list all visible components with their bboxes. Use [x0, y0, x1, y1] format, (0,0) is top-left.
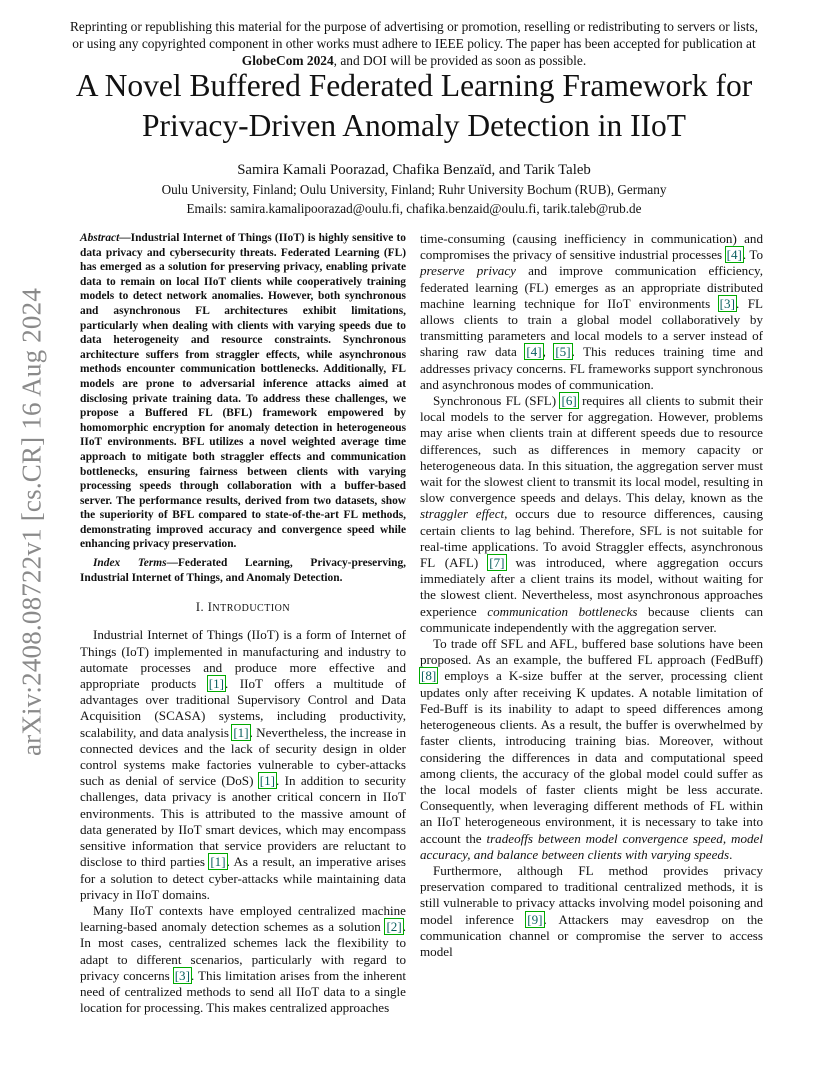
- index-terms: Index Terms—Federated Learning, Privacy-preserving, Industrial Internet of Things, and Anomaly Detection.: [80, 557, 406, 584]
- section-heading-introduction: I. INTRODUCTION: [195, 600, 291, 615]
- paragraph: To trade off SFL and AFL, buffered base solutions have been proposed. As an example, the buffered FL approach (FedBuff) [8] employs a K-size buffer at the server, processing client updates only after receiving K updates. A notable limitation of Fed-Buff is its inability to adapt to speed differences among heterogeneous clients. As a result, the buffer is overwhelmed by faster clients, introducing training bias. Moreover, without considering the differences in data and computational speed among clients, the accuracy of the global model could suffer as the local models of faster clients might be less accurate. Consequently, when leveraging different methods of FL within an IIoT heterogeneous environment, it is necessary to take into account the tradeoffs between model convergence speed, model accuracy, and balance between clients with varying speeds.: [420, 636, 763, 862]
- paper-title: A Novel Buffered Federated Learning Framework for Privacy-Driven Anomaly Detection in IIoT: [75, 68, 753, 143]
- citation-link[interactable]: [6]: [561, 393, 577, 409]
- paragraph: Furthermore, although FL method provides privacy preservation compared to traditional centralized methods, it is still vulnerable to privacy attacks involving model poisoning and model inference [9]. Attackers may eavesdrop on the communication channel or compromise the server to access model: [420, 862, 763, 959]
- paragraph: Industrial Internet of Things (IIoT) is a form of Internet of Things (IoT) implemented in manufacturing and industry to automate processes and produce more effective and appropriate products [1]. IIoT offers a multitude of advantages over traditional Supervisory Control and Data Acquisition (SCASA) systems, including productivity, scalability, and data analysis [1]. Nevertheless, the increase in connected devices and the lack of security design in older control systems make factories vulnerable to cyber-attacks such as denial of service (DoS) [1]. In addition to security challenges, data privacy is another critical concern in IIoT environments. This is attributed to the massive amount of data generated by IIoT smart devices, which may encompass sensitive information that service providers are reluctant to disclose to third parties [1]. As a result, an imperative arises for a solution to detect cyber-attacks while maintaining data privacy in IIoT domains.: [80, 627, 406, 902]
- paragraph: Synchronous FL (SFL) [6] requires all clients to submit their local models to the server for aggregation. However, problems may arise when clients train at different speeds due to resource differences, such as differences in memory capacity or heterogeneous data. In this situation, the aggregation server must wait for the slowest client to transmit its local model, resulting in slow convergence speeds and delays. This delay, known as the straggler effect, occurs due to resource differences, causing certain clients to lag behind. Therefore, SFL is not suitable for real-time applications. To avoid Straggler effects, asynchronous FL (AFL) [7] was introduced, where aggregation occurs immediately after a client trains its model, without waiting for the slowest client. Nevertheless, most asynchronous approaches experience communication bottlenecks because clients can communicate independently with the aggregation server.: [420, 393, 764, 635]
- venue-name: GlobeCom 2024: [241, 53, 334, 68]
- paragraph: time-consuming (causing inefficiency in communication) and compromises the privacy of sensitive industrial processes [4]. To preserve privacy and improve communication efficiency, federated learning (FL) emerges as an appropriate distributed machine learning technique for IIoT environments [3]. FL allows clients to train a global model collaboratively by transmitting parameters and local models to a server instead of sharing raw data [4], [5]. This reduces training time and addresses privacy concerns. FL frameworks support synchronous and asynchronous modes of communication.: [420, 231, 763, 392]
- right-column: [420, 231, 763, 960]
- citation-link[interactable]: [1]: [233, 724, 249, 740]
- left-column: [80, 231, 406, 1016]
- citation-link[interactable]: [4]: [726, 247, 742, 263]
- citation-link[interactable]: [8]: [421, 668, 437, 684]
- citation-link[interactable]: [4]: [526, 344, 542, 360]
- citation-link[interactable]: [1]: [259, 773, 276, 789]
- author-list: Samira Kamali Poorazad, Chafika Benzaïd, and Tarik Taleb: [237, 162, 591, 178]
- arxiv-sidebar-stamp: [12, 282, 52, 762]
- citation-link[interactable]: [1]: [210, 854, 226, 870]
- abstract-label: Abstract: [80, 232, 120, 244]
- abstract: Abstract—Industrial Internet of Things (IIoT) is highly sensitive to data privacy and cybersecurity threats. Federated Learning (FL) has emerged as a solution for preserving privacy, enabling private data to remain on local IIoT clients while cooperatively training models to detect network anomalies. However, both synchronous and asynchronous FL architectures exhibit limitations, particularly when dealing with clients with varying speeds due to data heterogeneity and resource constraints. Synchronous architecture suffers from straggler effects, while asynchronous methods encounter communication bottlenecks. Additionally, FL models are prone to adversarial inference attacks aimed at disclosing private training data. To address these challenges, we propose a Buffered FL (BFL) framework empowered by homomorphic encryption for anomaly detection in heterogeneous IIoT environments. BFL utilizes a novel weighted average time approach to mitigate both straggler effects and communication bottlenecks, ensuring fairness between clients with varying processing speeds through collaboration with a buffer-based server. The performance results, derived from two datasets, show the superiority of BFL compared to state-of-the-art FL methods, demonstrating improved accuracy and convergence speed while enhancing privacy preservation.: [80, 232, 406, 551]
- author-emails: Emails: samira.kamalipoorazad@oulu.fi, chafika.benzaid@oulu.fi, tarik.taleb@rub.de: [186, 201, 642, 216]
- citation-link[interactable]: [3]: [719, 295, 735, 311]
- copyright-notice: Reprinting or republishing this material for the purpose of advertising or promotion, reselling or redistributing to servers or lists, or using any copyrighted component in other works must adhere to IEEE policy. The paper has been accepted for publication at GlobeCom 2024, and DOI will be provided as soon as possible.: [70, 19, 759, 68]
- paragraph: Many IIoT contexts have employed centralized machine learning-based anomaly detection schemes as a solution [2]. In most cases, centralized schemes lack the flexibility to adapt to different scenarios, particularly with regard to privacy concerns [3]. This limitation arises from the inherent need of centralized methods to send all IIoT data to a single location for processing. This makes centralized approaches: [80, 902, 406, 1016]
- citation-link[interactable]: [2]: [386, 919, 402, 935]
- index-terms-label: Index Terms: [93, 557, 167, 570]
- citation-link[interactable]: [9]: [527, 911, 543, 927]
- citation-link[interactable]: [1]: [208, 676, 224, 692]
- affiliations: Oulu University, Finland; Oulu University, Finland; Ruhr University Bochum (RUB), Germany: [161, 182, 667, 197]
- citation-link[interactable]: [5]: [555, 344, 571, 360]
- arxiv-id: arXiv:2408.08722v1 [cs.CR] 16 Aug 2024: [16, 287, 47, 757]
- citation-link[interactable]: [7]: [489, 555, 505, 571]
- citation-link[interactable]: [3]: [174, 967, 190, 983]
